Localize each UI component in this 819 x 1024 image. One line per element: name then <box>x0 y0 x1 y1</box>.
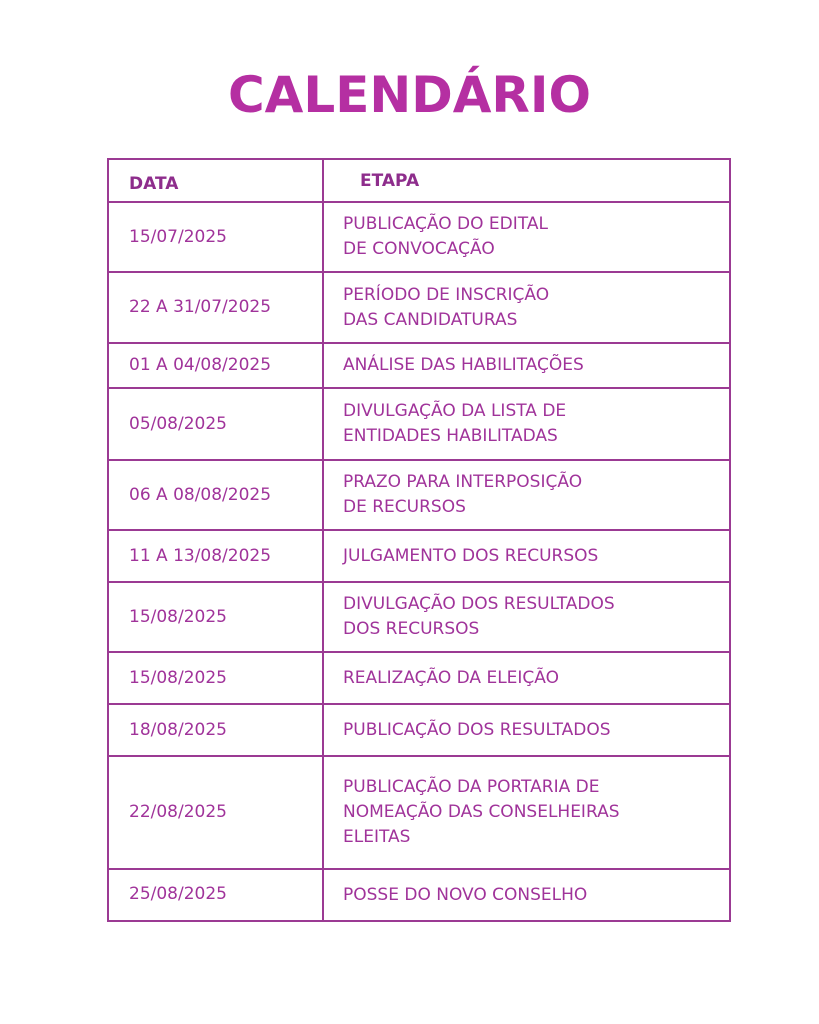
row-stage: PUBLICAÇÃO DA PORTARIA DE NOMEAÇÃO DAS CONSELHEIRAS ELEITAS <box>323 756 730 869</box>
row-stage: PUBLICAÇÃO DO EDITAL DE CONVOCAÇÃO <box>323 202 730 272</box>
row-stage: DIVULGAÇÃO DA LISTA DE ENTIDADES HABILITADAS <box>323 388 730 460</box>
table-row <box>108 582 730 652</box>
row-stage: JULGAMENTO DOS RECURSOS <box>323 530 730 582</box>
table-row <box>108 756 730 869</box>
table-row <box>108 869 730 921</box>
row-date: 22/08/2025 <box>108 756 323 869</box>
row-stage: PUBLICAÇÃO DOS RESULTADOS <box>323 704 730 756</box>
row-date: 15/08/2025 <box>108 652 323 704</box>
table-row <box>108 460 730 530</box>
row-stage: PERÍODO DE INSCRIÇÃO DAS CANDIDATURAS <box>323 272 730 343</box>
header-date: DATA <box>108 159 323 202</box>
table-row <box>108 343 730 388</box>
row-date: 25/08/2025 <box>108 869 323 921</box>
table-row <box>108 652 730 704</box>
table-header-row <box>108 159 730 202</box>
row-stage: REALIZAÇÃO DA ELEIÇÃO <box>323 652 730 704</box>
row-date: 15/08/2025 <box>108 582 323 652</box>
row-date: 05/08/2025 <box>108 388 323 460</box>
row-stage: ANÁLISE DAS HABILITAÇÕES <box>323 343 730 388</box>
row-date: 15/07/2025 <box>108 202 323 272</box>
table-row <box>108 704 730 756</box>
calendar-table <box>107 158 731 922</box>
table-row <box>108 202 730 272</box>
row-stage: DIVULGAÇÃO DOS RESULTADOS DOS RECURSOS <box>323 582 730 652</box>
row-date: 18/08/2025 <box>108 704 323 756</box>
row-date: 06 A 08/08/2025 <box>108 460 323 530</box>
table-row <box>108 388 730 460</box>
row-stage: POSSE DO NOVO CONSELHO <box>323 869 730 921</box>
header-stage: ETAPA <box>323 159 730 202</box>
row-date: 01 A 04/08/2025 <box>108 343 323 388</box>
table-row <box>108 530 730 582</box>
row-stage: PRAZO PARA INTERPOSIÇÃO DE RECURSOS <box>323 460 730 530</box>
row-date: 22 A 31/07/2025 <box>108 272 323 343</box>
page-title: CALENDÁRIO <box>227 66 592 124</box>
table-row <box>108 272 730 343</box>
row-date: 11 A 13/08/2025 <box>108 530 323 582</box>
